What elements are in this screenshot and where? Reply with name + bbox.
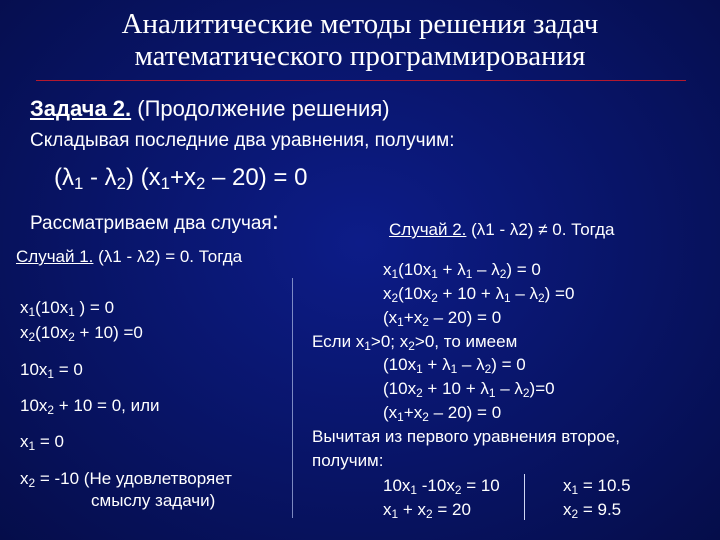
case1-eq-7: смыслу задачи) <box>91 491 216 510</box>
system-separator <box>524 474 525 520</box>
case2-eq-2: $x_2(10x_2 + 10 + \lambda_1 - \lambda_2) =0$ <box>383 284 575 305</box>
case1-eq-6: $x_2 = -10$ (Не удовлетворяет <box>20 469 232 490</box>
case1-eq-2: $x_2(10x_2 + 10) =0$ <box>20 323 143 344</box>
case2-eq-5: $(10x_2 + 10 + \lambda_1 - \lambda_2)=0$ <box>383 379 555 400</box>
intro-text: Складывая последние два уравнения, получим: <box>30 130 455 151</box>
task-heading-rest: (Продолжение решения) <box>131 96 390 121</box>
case2-eq-1: $x_1(10x_1 + \lambda_1 - \lambda_2) = 0$ <box>383 260 541 281</box>
case2-header: Случай 2. (λ1 - λ2) ≠ 0. Тогда <box>389 220 615 239</box>
case1-eq-5: $x_1 = 0$ <box>20 432 64 453</box>
case2-result-x2: $x_2 = 9.5$ <box>563 500 622 521</box>
cases-intro: Рассматриваем два случая: <box>30 205 279 235</box>
case2-system-1: $10x_1$ $-10x_2 = 10$ <box>383 476 500 497</box>
case2-result-label: получим: <box>312 451 384 470</box>
case1-eq-4: $10x_2 + 10 = 0$, или <box>20 396 160 417</box>
slide-title-line-2: математического программирования <box>134 40 586 72</box>
slide-title-line-1: Аналитические методы решения задач <box>121 8 599 40</box>
case1-eq-1: $x_1(10x_1$ ) = 0 <box>20 298 115 319</box>
task-heading-label: Задача 2. <box>30 96 132 121</box>
case-divider <box>292 278 293 518</box>
title-divider <box>36 80 686 81</box>
case1-eq-3: $10x_1 = 0$ <box>20 360 83 381</box>
case2-eq-4: $(10x_1 + \lambda_1 - \lambda_2) = 0$ <box>383 355 526 376</box>
case2-result-x1: $x_1 = 10.5$ <box>563 476 631 497</box>
case2-subtract-text: Вычитая из первого уравнения второе, <box>312 427 621 446</box>
case2-eq-3: $(x_1+x_2 - 20) = 0$ <box>383 308 502 329</box>
case1-header: Случай 1. (λ1 - λ2) = 0. Тогда <box>16 247 243 266</box>
main-equation: $(\lambda_1 - \lambda_2)$ $(x_1+x_2 - 20) = 0$ <box>54 164 308 194</box>
case2-system-2: $x_1 + x_2 = 20$ <box>383 500 471 521</box>
task-heading <box>30 96 390 122</box>
case2-condition: Если $x_1>0$; $x_2>0$, то имеем <box>312 332 518 353</box>
case2-eq-6: $(x_1+x_2 - 20) = 0$ <box>383 403 502 424</box>
